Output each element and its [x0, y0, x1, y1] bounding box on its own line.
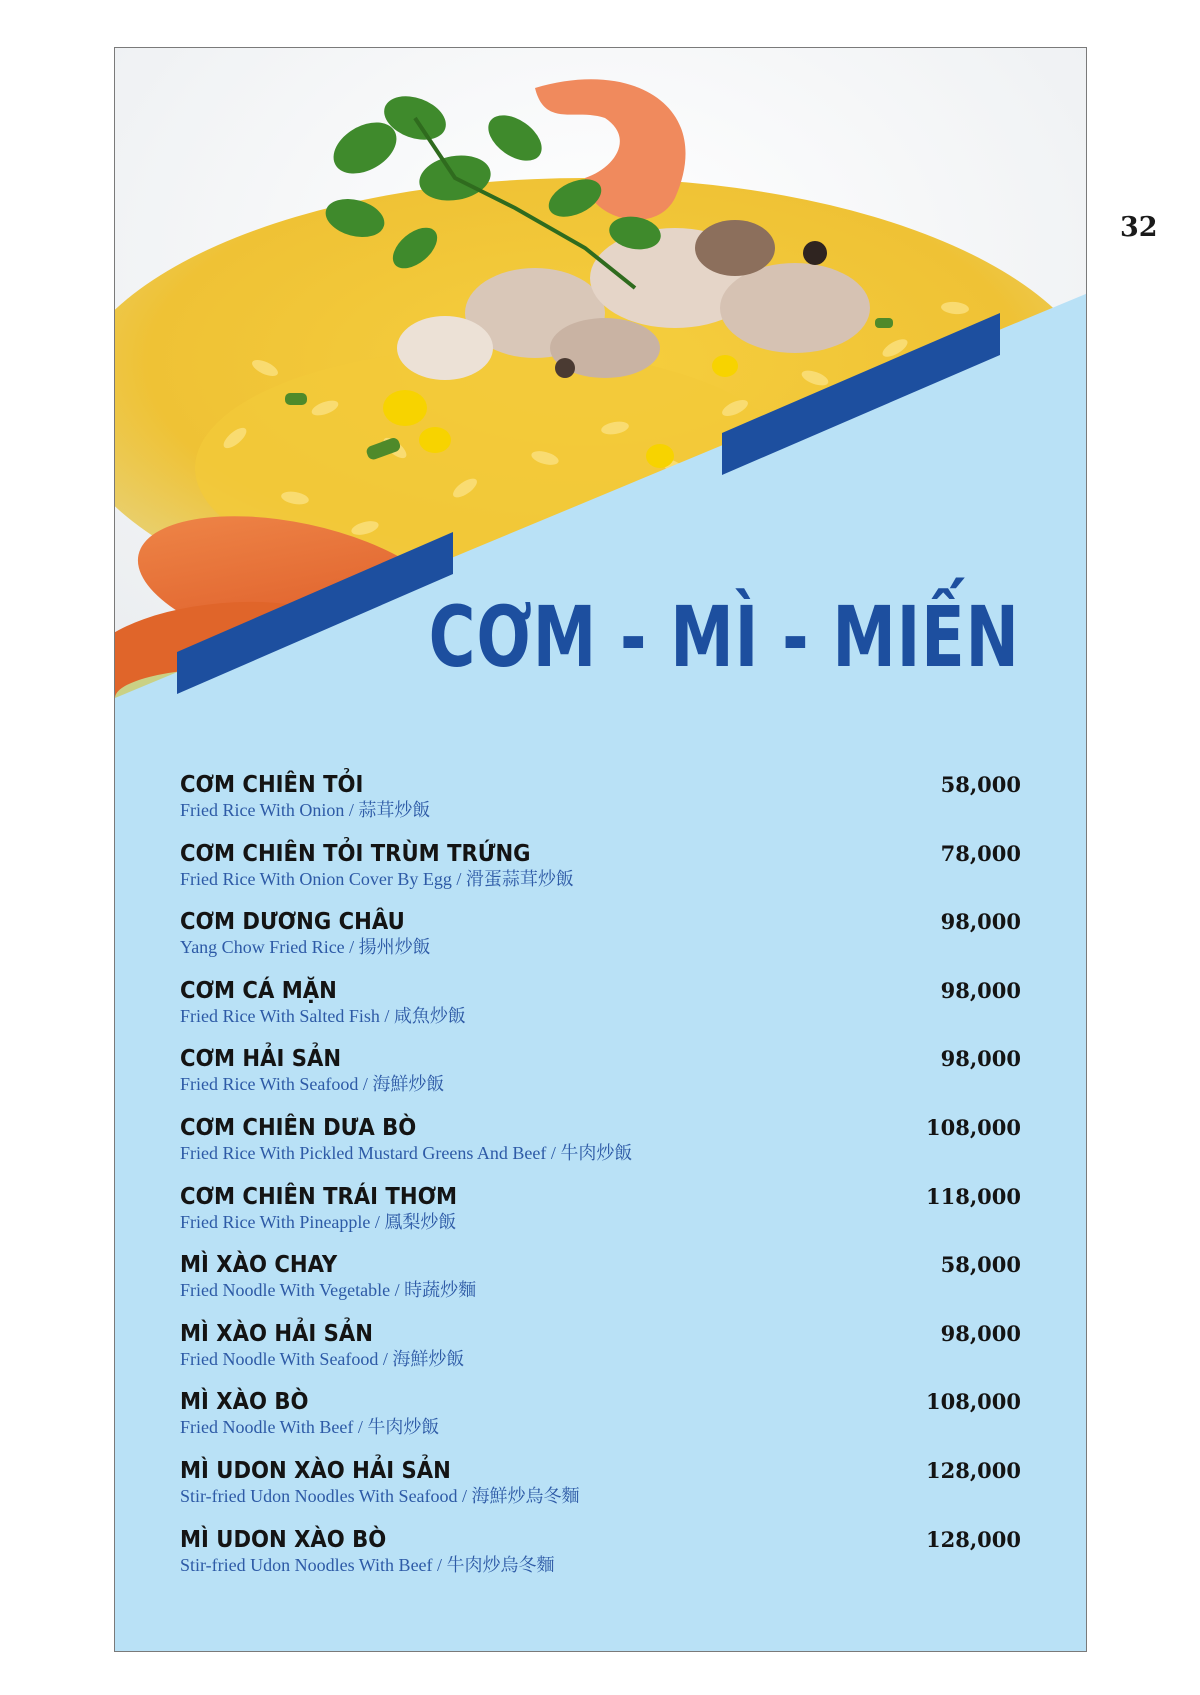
item-price: 78,000 — [940, 840, 1021, 866]
item-name: CƠM CHIÊN TRÁI THƠM — [180, 1183, 458, 1210]
menu-item — [180, 1320, 1021, 1389]
item-price: 108,000 — [926, 1114, 1021, 1140]
menu-item — [180, 1045, 1021, 1114]
menu-page — [114, 47, 1087, 1652]
item-name: MÌ UDON XÀO HẢI SẢN — [180, 1457, 451, 1484]
menu-section-title: CƠM - MÌ - MIẾN — [428, 588, 1020, 686]
item-name: MÌ XÀO BÒ — [180, 1389, 309, 1416]
item-name: MÌ XÀO CHAY — [180, 1252, 338, 1279]
item-description: Fried Rice With Onion Cover By Egg / 滑蛋蒜茸炒飯 — [180, 868, 574, 889]
item-price: 118,000 — [926, 1183, 1021, 1209]
menu-item — [180, 1388, 1021, 1457]
item-price: 98,000 — [940, 1320, 1021, 1346]
menu-item — [180, 1114, 1021, 1183]
item-description: Fried Rice With Seafood / 海鮮炒飯 — [180, 1074, 445, 1095]
item-price: 128,000 — [926, 1526, 1021, 1552]
menu-item — [180, 1457, 1021, 1526]
item-description: Fried Noodle With Beef / 牛肉炒飯 — [180, 1417, 440, 1438]
menu-item — [180, 977, 1021, 1046]
menu-item — [180, 1526, 1021, 1595]
item-price: 58,000 — [940, 772, 1021, 797]
item-name: MÌ UDON XÀO BÒ — [180, 1526, 387, 1553]
item-name: CƠM CHIÊN DƯA BÒ — [180, 1114, 417, 1141]
item-description: Fried Rice With Pickled Mustard Greens And Beef / 牛肉炒飯 — [180, 1142, 633, 1163]
item-price: 98,000 — [940, 909, 1021, 935]
menu-item-list — [180, 771, 1021, 1594]
item-description: Fried Noodle With Vegetable / 時蔬炒麵 — [180, 1280, 477, 1301]
item-name: CƠM DƯƠNG CHÂU — [180, 909, 405, 936]
item-price: 98,000 — [940, 977, 1021, 1003]
item-name: MÌ XÀO HẢI SẢN — [180, 1320, 373, 1347]
menu-item — [180, 840, 1021, 909]
menu-item — [180, 908, 1021, 977]
item-description: Stir-fried Udon Noodles With Beef / 牛肉炒烏冬麵 — [180, 1554, 555, 1575]
item-price: 58,000 — [940, 1252, 1021, 1278]
item-name: CƠM HẢI SẢN — [180, 1046, 342, 1073]
item-name: CƠM CHIÊN TỎI — [180, 772, 364, 798]
item-description: Fried Rice With Onion / 蒜茸炒飯 — [180, 800, 431, 820]
item-description: Fried Rice With Salted Fish / 咸魚炒飯 — [180, 1005, 466, 1026]
menu-item — [180, 771, 1021, 840]
item-name: CƠM CHIÊN TỎI TRÙM TRỨNG — [180, 840, 531, 867]
item-price: 98,000 — [940, 1046, 1021, 1072]
item-description: Stir-fried Udon Noodles With Seafood / 海鮮炒烏冬麵 — [180, 1485, 580, 1506]
item-price: 128,000 — [926, 1457, 1021, 1483]
item-name: CƠM CÁ MẶN — [180, 977, 337, 1004]
page-number: 32 — [1120, 212, 1158, 243]
item-description: Fried Rice With Pineapple / 鳳梨炒飯 — [180, 1211, 457, 1232]
item-description: Yang Chow Fried Rice / 揚州炒飯 — [180, 937, 431, 958]
menu-item — [180, 1251, 1021, 1320]
item-description: Fried Noodle With Seafood / 海鮮炒飯 — [180, 1348, 465, 1369]
item-price: 108,000 — [926, 1389, 1021, 1415]
menu-item — [180, 1183, 1021, 1252]
